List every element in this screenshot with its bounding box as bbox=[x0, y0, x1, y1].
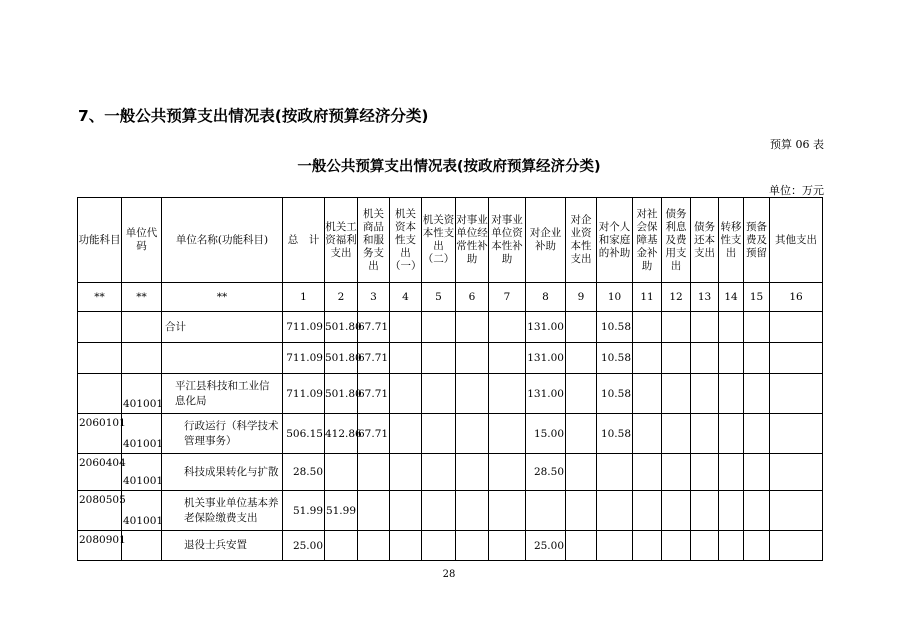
c3-cell bbox=[390, 454, 422, 491]
c7-cell: 131.00 bbox=[526, 312, 566, 343]
c14-cell bbox=[744, 312, 770, 343]
func-code-cell: 2060404 bbox=[78, 454, 122, 491]
c5-cell bbox=[456, 343, 489, 374]
table-row bbox=[78, 374, 823, 414]
c12-cell bbox=[691, 343, 719, 374]
index-cell: 7 bbox=[489, 283, 526, 312]
c8-cell bbox=[566, 312, 597, 343]
index-cell: ** bbox=[78, 283, 122, 312]
c10-cell bbox=[633, 491, 662, 531]
c8-cell bbox=[566, 343, 597, 374]
header-c7: 对企业补助 bbox=[526, 198, 566, 283]
c13-cell bbox=[719, 414, 744, 454]
header-c3: 机关资本性支出（一） bbox=[390, 198, 422, 283]
c15-cell bbox=[770, 531, 823, 561]
c1-cell: 501.80 bbox=[325, 343, 358, 374]
index-cell: 11 bbox=[633, 283, 662, 312]
header-c8: 对企业资本性支出 bbox=[566, 198, 597, 283]
c1-cell: 51.99 bbox=[325, 491, 358, 531]
c11-cell bbox=[662, 491, 691, 531]
c15-cell bbox=[770, 312, 823, 343]
c5-cell bbox=[456, 491, 489, 531]
c4-cell bbox=[422, 374, 456, 414]
total-cell: 711.09 bbox=[283, 343, 325, 374]
c1-cell bbox=[325, 531, 358, 561]
header-c10: 对社会保障基金补助 bbox=[633, 198, 662, 283]
c13-cell bbox=[719, 531, 744, 561]
index-cell: 2 bbox=[325, 283, 358, 312]
c8-cell bbox=[566, 454, 597, 491]
index-cell: 4 bbox=[390, 283, 422, 312]
c2-cell: 67.71 bbox=[358, 343, 390, 374]
c7-cell: 131.00 bbox=[526, 343, 566, 374]
unit-code-cell bbox=[122, 531, 162, 561]
index-cell: 13 bbox=[691, 283, 719, 312]
c8-cell bbox=[566, 531, 597, 561]
c2-cell bbox=[358, 531, 390, 561]
c11-cell bbox=[662, 531, 691, 561]
header-c4: 机关资本性支出（二） bbox=[422, 198, 456, 283]
c14-cell bbox=[744, 343, 770, 374]
header-unit-code: 单位代码 bbox=[122, 198, 162, 283]
c3-cell bbox=[390, 343, 422, 374]
c7-cell bbox=[526, 491, 566, 531]
page-number: 28 bbox=[442, 569, 456, 580]
header-c14: 预备费及预留 bbox=[744, 198, 770, 283]
table-row-total bbox=[78, 312, 823, 343]
index-cell: 14 bbox=[719, 283, 744, 312]
c3-cell bbox=[390, 414, 422, 454]
c6-cell bbox=[489, 343, 526, 374]
index-cell: ** bbox=[162, 283, 283, 312]
header-unit-name: 单位名称(功能科目) bbox=[162, 198, 283, 283]
unit-name-cell: 退役士兵安置 bbox=[162, 531, 283, 561]
c13-cell bbox=[719, 312, 744, 343]
c5-cell bbox=[456, 531, 489, 561]
c11-cell bbox=[662, 374, 691, 414]
index-cell: 10 bbox=[597, 283, 633, 312]
index-cell: 6 bbox=[456, 283, 489, 312]
func-code-cell bbox=[78, 374, 122, 414]
c15-cell bbox=[770, 414, 823, 454]
c10-cell bbox=[633, 374, 662, 414]
total-cell: 25.00 bbox=[283, 531, 325, 561]
c14-cell bbox=[744, 454, 770, 491]
c11-cell bbox=[662, 343, 691, 374]
c15-cell bbox=[770, 454, 823, 491]
index-cell: 12 bbox=[662, 283, 691, 312]
total-cell: 506.15 bbox=[283, 414, 325, 454]
c4-cell bbox=[422, 491, 456, 531]
c7-cell: 25.00 bbox=[526, 531, 566, 561]
unit-code-cell bbox=[122, 312, 162, 343]
c3-cell bbox=[390, 374, 422, 414]
c4-cell bbox=[422, 454, 456, 491]
c1-cell: 501.80 bbox=[325, 312, 358, 343]
c6-cell bbox=[489, 531, 526, 561]
c7-cell: 28.50 bbox=[526, 454, 566, 491]
c2-cell: 67.71 bbox=[358, 414, 390, 454]
c14-cell bbox=[744, 374, 770, 414]
c12-cell bbox=[691, 312, 719, 343]
index-cell: ** bbox=[122, 283, 162, 312]
table-row bbox=[78, 491, 823, 531]
table-row bbox=[78, 454, 823, 491]
c4-cell bbox=[422, 312, 456, 343]
func-code-cell: 2080505 bbox=[78, 491, 122, 531]
c12-cell bbox=[691, 374, 719, 414]
header-c11: 债务利息及费用支出 bbox=[662, 198, 691, 283]
header-c15: 其他支出 bbox=[770, 198, 823, 283]
func-code-cell: 2080901 bbox=[78, 531, 122, 561]
c1-cell: 501.80 bbox=[325, 374, 358, 414]
unit-code-cell: 401001 bbox=[122, 414, 162, 454]
c6-cell bbox=[489, 374, 526, 414]
total-cell: 28.50 bbox=[283, 454, 325, 491]
c6-cell bbox=[489, 454, 526, 491]
index-cell: 9 bbox=[566, 283, 597, 312]
c9-cell: 10.58 bbox=[597, 312, 633, 343]
c13-cell bbox=[719, 374, 744, 414]
c9-cell bbox=[597, 531, 633, 561]
func-code-cell bbox=[78, 343, 122, 374]
header-c12: 债务还本支出 bbox=[691, 198, 719, 283]
unit-name-cell: 机关事业单位基本养老保险缴费支出 bbox=[162, 491, 283, 531]
c12-cell bbox=[691, 454, 719, 491]
c7-cell: 15.00 bbox=[526, 414, 566, 454]
unit-name-cell bbox=[162, 343, 283, 374]
c14-cell bbox=[744, 531, 770, 561]
c13-cell bbox=[719, 454, 744, 491]
c9-cell bbox=[597, 454, 633, 491]
total-cell: 711.09 bbox=[283, 312, 325, 343]
total-cell: 51.99 bbox=[283, 491, 325, 531]
unit-name-cell: 科技成果转化与扩散 bbox=[162, 454, 283, 491]
total-cell: 711.09 bbox=[283, 374, 325, 414]
c5-cell bbox=[456, 414, 489, 454]
c8-cell bbox=[566, 491, 597, 531]
c4-cell bbox=[422, 343, 456, 374]
unit-code-cell bbox=[122, 343, 162, 374]
table-row bbox=[78, 414, 823, 454]
header-c2: 机关商品和服务支出 bbox=[358, 198, 390, 283]
c12-cell bbox=[691, 491, 719, 531]
c9-cell: 10.58 bbox=[597, 414, 633, 454]
section-title: 7、一般公共预算支出情况表(按政府预算经济分类) bbox=[78, 107, 429, 125]
c4-cell bbox=[422, 531, 456, 561]
c15-cell bbox=[770, 343, 823, 374]
table-title: 一般公共预算支出情况表(按政府预算经济分类) bbox=[297, 159, 601, 175]
index-cell: 16 bbox=[770, 283, 823, 312]
c15-cell bbox=[770, 374, 823, 414]
header-c6: 对事业单位资本性补助 bbox=[489, 198, 526, 283]
c1-cell: 412.86 bbox=[325, 414, 358, 454]
c1-cell bbox=[325, 454, 358, 491]
unit-name-cell: 合计 bbox=[162, 312, 283, 343]
unit-label: 单位：万元 bbox=[769, 184, 824, 197]
c7-cell: 131.00 bbox=[526, 374, 566, 414]
c11-cell bbox=[662, 454, 691, 491]
c10-cell bbox=[633, 454, 662, 491]
c6-cell bbox=[489, 491, 526, 531]
header-row bbox=[78, 198, 823, 283]
c13-cell bbox=[719, 343, 744, 374]
header-c1: 机关工资福利支出 bbox=[325, 198, 358, 283]
header-func: 功能科目 bbox=[78, 198, 122, 283]
unit-code-cell: 401001 bbox=[122, 454, 162, 491]
header-c5: 对事业单位经常性补助 bbox=[456, 198, 489, 283]
c3-cell bbox=[390, 531, 422, 561]
c2-cell bbox=[358, 491, 390, 531]
unit-code-cell: 401001 bbox=[122, 491, 162, 531]
index-cell: 15 bbox=[744, 283, 770, 312]
c11-cell bbox=[662, 312, 691, 343]
c9-cell: 10.58 bbox=[597, 374, 633, 414]
table-row bbox=[78, 343, 823, 374]
c10-cell bbox=[633, 343, 662, 374]
c3-cell bbox=[390, 312, 422, 343]
c2-cell bbox=[358, 454, 390, 491]
c8-cell bbox=[566, 374, 597, 414]
c5-cell bbox=[456, 312, 489, 343]
index-row bbox=[78, 283, 823, 312]
c2-cell: 67.71 bbox=[358, 374, 390, 414]
c5-cell bbox=[456, 454, 489, 491]
c2-cell: 67.71 bbox=[358, 312, 390, 343]
c14-cell bbox=[744, 414, 770, 454]
c4-cell bbox=[422, 414, 456, 454]
expenditure-table bbox=[77, 197, 823, 561]
func-code-cell bbox=[78, 312, 122, 343]
header-c9: 对个人和家庭的补助 bbox=[597, 198, 633, 283]
unit-name-cell: 平江县科技和工业信息化局 bbox=[162, 374, 283, 414]
table-row bbox=[78, 531, 823, 561]
c15-cell bbox=[770, 491, 823, 531]
index-cell: 8 bbox=[526, 283, 566, 312]
c9-cell: 10.58 bbox=[597, 343, 633, 374]
c10-cell bbox=[633, 312, 662, 343]
table-number: 预算 06 表 bbox=[770, 138, 824, 151]
unit-name-cell: 行政运行（科学技术管理事务） bbox=[162, 414, 283, 454]
c14-cell bbox=[744, 491, 770, 531]
c10-cell bbox=[633, 414, 662, 454]
c6-cell bbox=[489, 312, 526, 343]
header-total: 总 计 bbox=[283, 198, 325, 283]
index-cell: 1 bbox=[283, 283, 325, 312]
func-code-cell: 2060101 bbox=[78, 414, 122, 454]
c5-cell bbox=[456, 374, 489, 414]
c6-cell bbox=[489, 414, 526, 454]
c11-cell bbox=[662, 414, 691, 454]
c12-cell bbox=[691, 531, 719, 561]
index-cell: 3 bbox=[358, 283, 390, 312]
c9-cell bbox=[597, 491, 633, 531]
c3-cell bbox=[390, 491, 422, 531]
c12-cell bbox=[691, 414, 719, 454]
index-cell: 5 bbox=[422, 283, 456, 312]
c8-cell bbox=[566, 414, 597, 454]
header-c13: 转移性支出 bbox=[719, 198, 744, 283]
c10-cell bbox=[633, 531, 662, 561]
c13-cell bbox=[719, 491, 744, 531]
unit-code-cell: 401001 bbox=[122, 374, 162, 414]
